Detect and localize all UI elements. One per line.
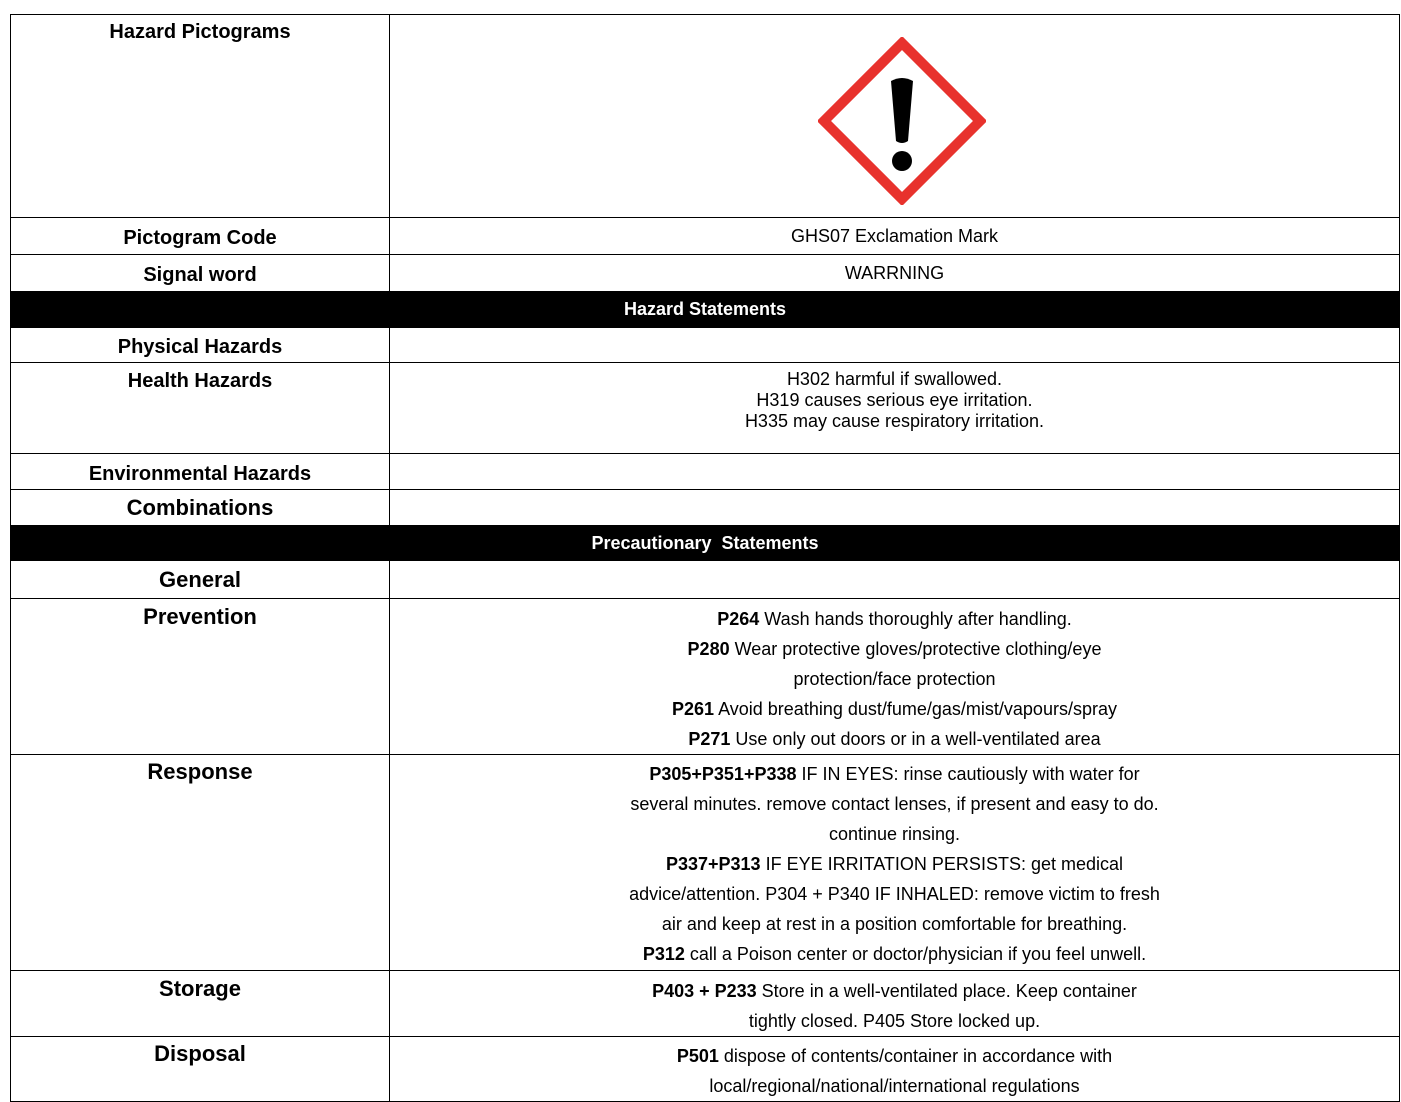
label-physical-hazards: Physical Hazards <box>11 328 390 363</box>
statement-line: P261 Avoid breathing dust/fume/gas/mist/vapours/spray <box>672 699 1117 719</box>
statement-line: P264 Wash hands thoroughly after handling. <box>717 609 1072 629</box>
value-general <box>390 561 1400 599</box>
value-disposal <box>390 1037 1400 1102</box>
value-health-hazards <box>390 363 1400 454</box>
statement-line: local/regional/national/international regulations <box>709 1076 1080 1096</box>
statement-line: P271 Use only out doors or in a well-ventilated area <box>688 729 1101 749</box>
section-hazard-statements <box>11 292 1400 328</box>
health-line: H335 may cause respiratory irritation. <box>744 411 1045 431</box>
label-response: Response <box>11 755 390 971</box>
value-physical-hazards <box>390 328 1400 363</box>
value-combinations <box>390 490 1400 526</box>
row-hazard-pictograms <box>11 15 1400 218</box>
value-environmental-hazards <box>390 454 1400 490</box>
pictogram-cell <box>390 15 1400 218</box>
value-response <box>390 755 1400 971</box>
row-signal-word <box>11 255 1400 292</box>
health-line: H302 harmful if swallowed. <box>786 369 1003 389</box>
statement-line: P403 + P233 Store in a well-ventilated place. Keep container <box>652 981 1137 1001</box>
label-disposal: Disposal <box>11 1037 390 1102</box>
row-disposal <box>11 1037 1400 1102</box>
health-line: H319 causes serious eye irritation. <box>756 390 1033 410</box>
statement-line: protection/face protection <box>793 669 996 689</box>
row-combinations <box>11 490 1400 526</box>
section-precautionary-statements <box>11 526 1400 561</box>
section-title-precautionary-statements: Precautionary Statements <box>11 526 1400 561</box>
row-storage <box>11 971 1400 1037</box>
label-general: General <box>11 561 390 599</box>
label-combinations: Combinations <box>11 490 390 526</box>
statement-line: P337+P313 IF EYE IRRITATION PERSISTS: get medical <box>665 854 1123 874</box>
statement-line: P305+P351+P338 IF IN EYES: rinse cautiously with water for <box>649 764 1140 784</box>
statement-line: P501 dispose of contents/container in accordance with <box>676 1046 1113 1066</box>
statement-line: advice/attention. P304 + P340 IF INHALED: remove victim to fresh <box>629 884 1160 904</box>
label-pictogram-code: Pictogram Code <box>11 218 390 255</box>
statement-line: air and keep at rest in a position comfortable for breathing. <box>661 914 1128 934</box>
statement-line: P312 call a Poison center or doctor/physician if you feel unwell. <box>642 944 1147 964</box>
value-pictogram-code: GHS07 Exclamation Mark <box>390 218 1400 255</box>
row-environmental-hazards <box>11 454 1400 490</box>
label-health-hazards: Health Hazards <box>11 363 390 454</box>
value-storage <box>390 971 1400 1037</box>
statement-line: P280 Wear protective gloves/protective clothing/eye <box>687 639 1102 659</box>
row-prevention <box>11 599 1400 755</box>
value-prevention <box>390 599 1400 755</box>
label-prevention: Prevention <box>11 599 390 755</box>
statement-line: several minutes. remove contact lenses, if present and easy to do. <box>630 794 1159 814</box>
row-general <box>11 561 1400 599</box>
statement-line: continue rinsing. <box>828 824 961 844</box>
label-environmental-hazards: Environmental Hazards <box>11 454 390 490</box>
row-pictogram-code <box>11 218 1400 255</box>
exclamation-mark-diamond-icon <box>818 37 986 205</box>
label-signal-word: Signal word <box>11 255 390 292</box>
statement-line: tightly closed. P405 Store locked up. <box>748 1011 1041 1031</box>
label-hazard-pictograms: Hazard Pictograms <box>11 15 390 218</box>
row-health-hazards <box>11 363 1400 454</box>
safety-data-table <box>10 14 1400 1102</box>
label-storage: Storage <box>11 971 390 1037</box>
value-signal-word: WARRNING <box>390 255 1400 292</box>
section-title-hazard-statements: Hazard Statements <box>11 292 1400 328</box>
row-physical-hazards <box>11 328 1400 363</box>
row-response <box>11 755 1400 971</box>
